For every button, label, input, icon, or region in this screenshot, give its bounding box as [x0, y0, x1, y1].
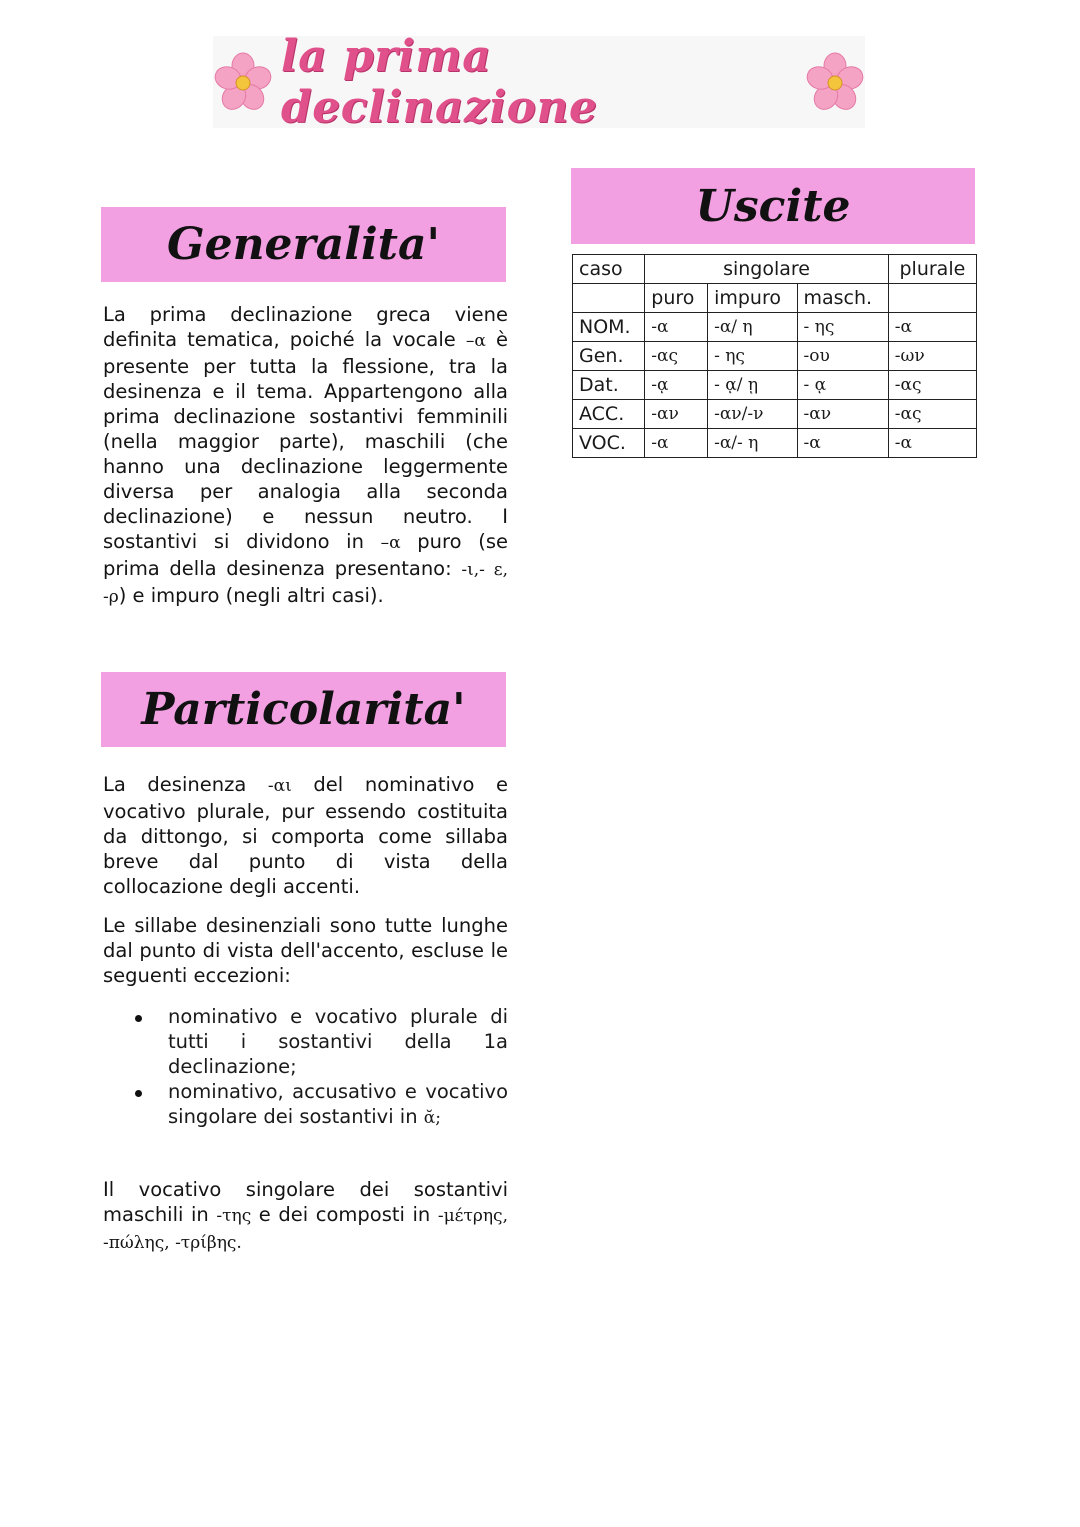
particolarita-heading-box	[101, 672, 506, 747]
subheader-puro: puro	[645, 284, 708, 313]
cell-plurale: -ας	[888, 371, 976, 400]
table-header-row	[573, 255, 977, 284]
p1-ending: -αι	[267, 776, 292, 796]
p3-text-mid: e dei composti in	[251, 1203, 438, 1226]
particolarita-paragraph-2: Le sillabe desinenziali sono tutte lunghe dal punto di vista dell'accento, escluse le seguenti eccezioni:	[103, 914, 508, 987]
cell-puro: -ᾳ	[645, 371, 708, 400]
generalita-vowel: –α	[465, 331, 486, 351]
cell-masch: - ᾳ	[797, 371, 888, 400]
generalita-heading-box	[101, 207, 506, 282]
subheader-empty	[888, 284, 976, 313]
cell-masch: - ης	[797, 313, 888, 342]
exceptions-list	[132, 1004, 508, 1131]
cell-plurale: -α	[888, 429, 976, 458]
cell-impuro: - ᾳ/ ῃ	[708, 371, 797, 400]
cell-impuro: -α/ η	[708, 313, 797, 342]
subheader-masch: masch.	[797, 284, 888, 313]
generalita-heading: Generalita'	[167, 219, 440, 270]
endings-table	[572, 254, 977, 458]
generalita-text-3: puro (se prima della desinenza presentano:	[103, 530, 508, 580]
p3-text-before: Il vocativo singolare dei sostantivi maschili in	[103, 1178, 508, 1226]
cell-impuro: - ης	[708, 342, 797, 371]
header-plurale: plurale	[888, 255, 976, 284]
generalita-paragraph	[103, 302, 508, 610]
cell-puro: -α	[645, 429, 708, 458]
cell-masch: -αν	[797, 400, 888, 429]
cell-masch: -α	[797, 429, 888, 458]
uscite-heading-box	[571, 168, 975, 244]
list-item	[132, 1004, 508, 1079]
cell-case: ACC.	[573, 400, 645, 429]
table-row	[573, 429, 977, 458]
table-row	[573, 313, 977, 342]
list-item-text: nominativo e vocativo plurale di tutti i sostantivi della 1a declinazione;	[168, 1005, 508, 1078]
table-row	[573, 342, 977, 371]
list-item-text: nominativo, accusativo e vocativo singolare dei sostantivi in	[168, 1080, 508, 1128]
uscite-heading: Uscite	[695, 180, 851, 232]
cell-puro: -αν	[645, 400, 708, 429]
cell-plurale: -ων	[888, 342, 976, 371]
cell-impuro: -αν/-ν	[708, 400, 797, 429]
particolarita-paragraph-3	[103, 1177, 508, 1256]
p1-text-after: del nominativo e vocativo plurale, pur essendo costituita da dittongo, si comporta come sillaba breve dal punto di vista della collocazione degli accenti.	[103, 773, 508, 898]
cell-puro: -ας	[645, 342, 708, 371]
subheader-impuro: impuro	[708, 284, 797, 313]
particolarita-heading: Particolarita'	[141, 684, 466, 735]
list-item	[132, 1079, 508, 1131]
bullet-icon	[135, 1090, 142, 1097]
p3-greek-1: -της	[216, 1206, 252, 1226]
table-row	[573, 371, 977, 400]
flower-icon	[805, 52, 865, 112]
cell-plurale: -ας	[888, 400, 976, 429]
table-row	[573, 400, 977, 429]
subheader-empty	[573, 284, 645, 313]
cell-case: NOM.	[573, 313, 645, 342]
generalita-text-2: è presente per tutta la flessione, tra la desinenza e il tema. Appartengono alla prima declinazione sostantivi femminili (nella maggior parte), maschili (che hanno una declinazione leggermente diversa per analogia alla seconda declinazione) e nessun neutro. I sostantivi si dividono in	[103, 328, 508, 553]
table-subheader-row	[573, 284, 977, 313]
generalita-text-4: ) e impuro (negli altri casi).	[118, 584, 384, 607]
title-banner	[213, 31, 865, 133]
cell-case: Dat.	[573, 371, 645, 400]
bullet-icon	[135, 1015, 142, 1022]
cell-impuro: -α/- η	[708, 429, 797, 458]
particolarita-paragraph-1	[103, 772, 508, 899]
page-title: la prima declinazione	[281, 31, 598, 133]
header-singolare: singolare	[645, 255, 889, 284]
generalita-text-1: La prima declinazione greca viene definita tematica, poiché la vocale	[103, 303, 508, 351]
flower-icon	[213, 52, 273, 112]
cell-case: VOC.	[573, 429, 645, 458]
generalita-letters: -ι,- ε, -ρ	[103, 560, 508, 607]
header-caso: caso	[573, 255, 645, 284]
cell-masch: -ου	[797, 342, 888, 371]
p3-greek-2: -μέτρης, -πώλης, -τρίβης.	[103, 1206, 508, 1253]
cell-plurale: -α	[888, 313, 976, 342]
cell-case: Gen.	[573, 342, 645, 371]
list-item-greek: ᾰ;	[423, 1108, 442, 1128]
p1-text-before: La desinenza	[103, 773, 268, 796]
cell-puro: -α	[645, 313, 708, 342]
generalita-vowel-2: –α	[380, 533, 401, 553]
